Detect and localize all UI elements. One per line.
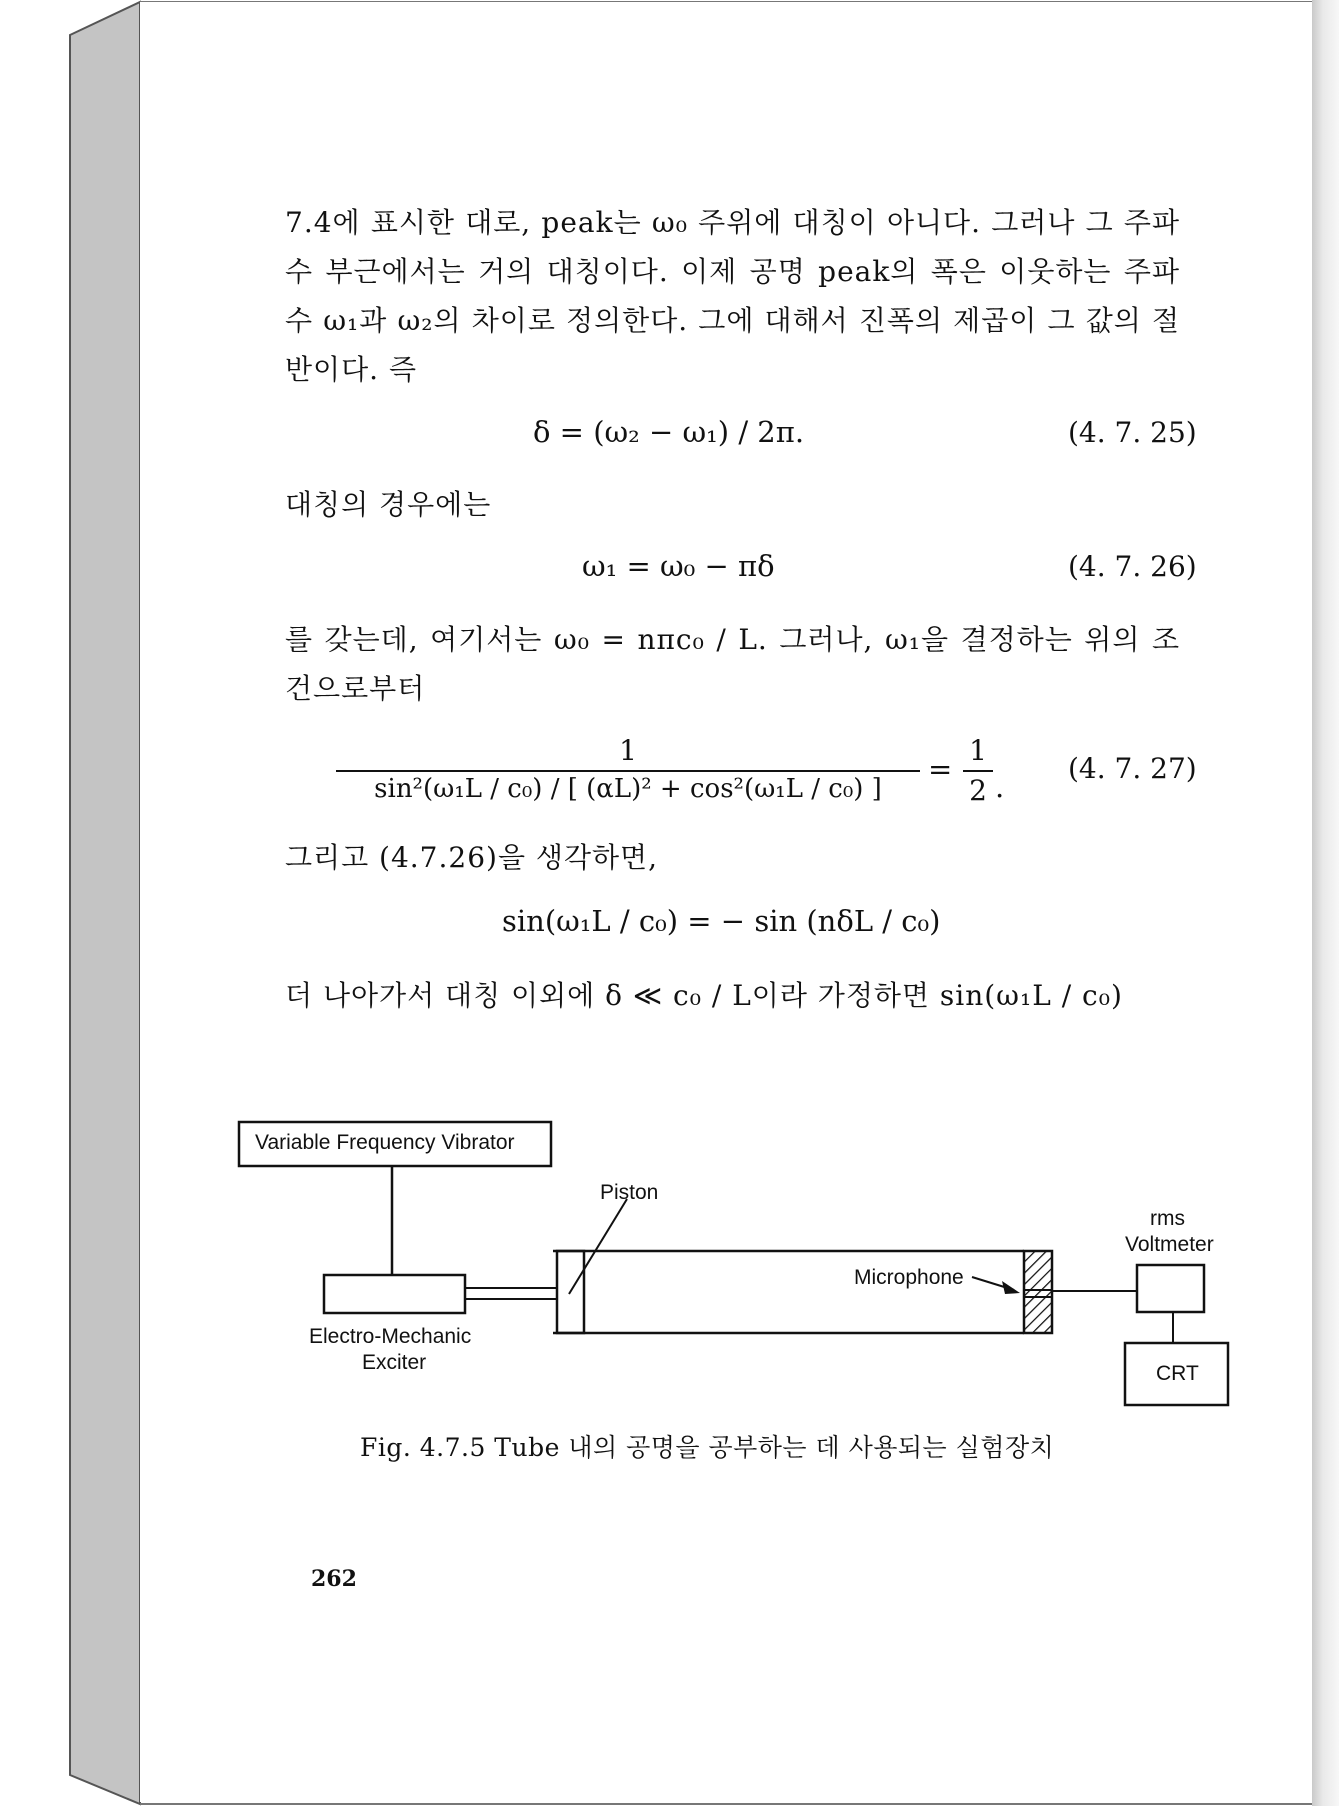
exciter-label-line2: Exciter — [362, 1351, 427, 1374]
paragraph-condition: 를 갖는데, 여기서는 ω₀ = nπc₀ / L. 그러나, ω₁을 결정하는 위의 조건으로부터 — [285, 623, 1180, 705]
rhs-denominator: 2 — [969, 774, 987, 807]
paragraph-intro: 7.4에 표시한 대로, peak는 ω₀ 주위에 대칭이 아니다. 그러나 그 주파수 부근에서는 거의 대칭이다. 이제 공명 peak의 폭은 이웃하는 주파수 ω₁과 ω₂의 차이로 정의한다. 그에 대해서 진폭의 제곱이 그 값의 절반이다. 즉 — [285, 206, 1180, 386]
tube-end-cap — [1024, 1251, 1052, 1333]
exciter-label-line1: Electro-Mechanic — [309, 1325, 472, 1348]
equation-4-7-25: δ = (ω₂ − ω₁) / 2π. — [533, 415, 805, 449]
period: . — [995, 770, 1005, 804]
paragraph-symmetric-case: 대칭의 경우에는 — [285, 488, 492, 521]
page-number: 262 — [311, 1566, 357, 1592]
equation-4-7-26: ω₁ = ω₀ − πδ — [582, 549, 775, 583]
rms-label: rms — [1150, 1207, 1185, 1230]
figure-caption: Fig. 4.7.5 Tube 내의 공명을 공부하는 데 사용되는 실험장치 — [360, 1433, 1055, 1462]
voltmeter-label: Voltmeter — [1125, 1233, 1214, 1256]
voltmeter-box — [1137, 1265, 1204, 1312]
microphone-label: Microphone — [854, 1266, 964, 1289]
vibrator-label: Variable Frequency Vibrator — [255, 1131, 515, 1154]
exciter-box — [324, 1275, 465, 1313]
rhs-numerator: 1 — [969, 734, 987, 767]
paragraph-considering: 그리고 (4.7.26)을 생각하면, — [285, 841, 658, 874]
piston-leader-line — [569, 1199, 627, 1294]
paragraph-assumption: 더 나아가서 대칭 이외에 δ ≪ c₀ / L이라 가정하면 sin(ω₁L / c₀) — [285, 979, 1123, 1012]
fraction-numerator: 1 — [619, 734, 637, 767]
piston-label: Piston — [600, 1181, 659, 1204]
crt-label: CRT — [1156, 1362, 1199, 1385]
equation-number-4-7-27: (4. 7. 27) — [1068, 752, 1197, 785]
equals-sign: = — [928, 752, 953, 786]
equation-number-4-7-25: (4. 7. 25) — [1068, 416, 1197, 449]
equation-number-4-7-26: (4. 7. 26) — [1068, 550, 1197, 583]
equation-sine-relation: sin(ω₁L / c₀) = − sin (nδL / c₀) — [502, 904, 941, 938]
fraction-denominator: sin²(ω₁L / c₀) / [ (αL)² + cos²(ω₁L / c₀) ] — [374, 774, 882, 804]
